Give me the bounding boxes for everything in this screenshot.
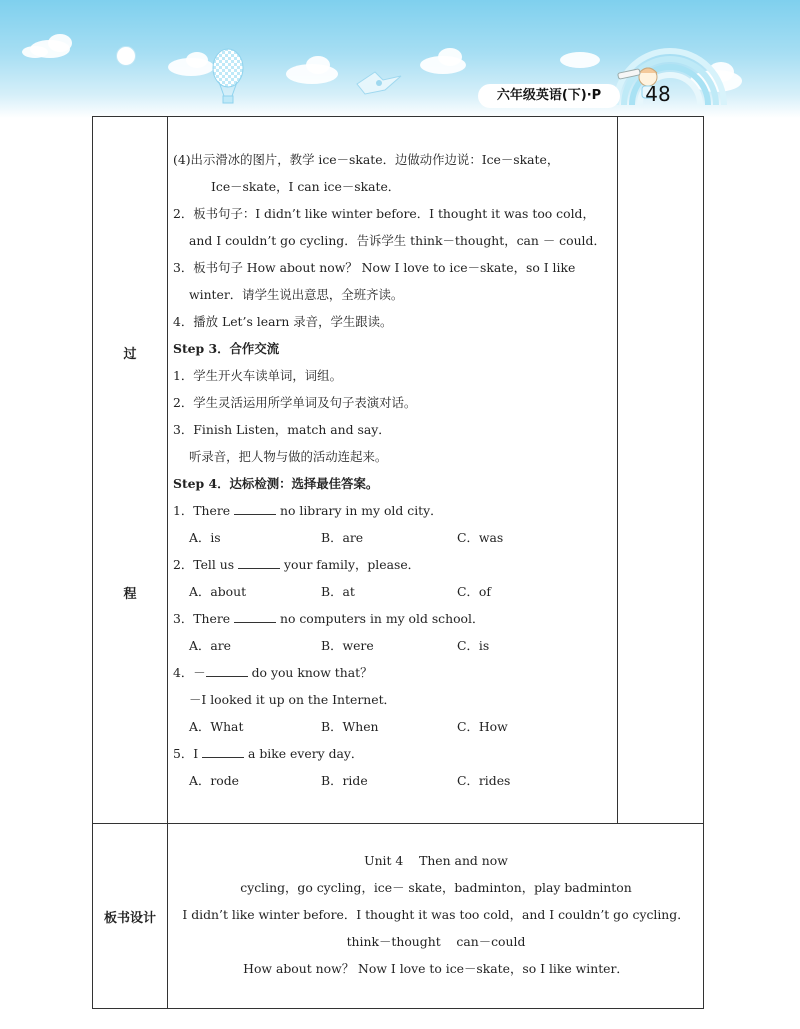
question-text: no library in my old city． [276,503,443,518]
board-line: Unit 4 Then and now [364,853,508,868]
text-line: 1．学生开火车读单词，词组。 [173,368,342,383]
cloud-decoration [438,48,462,66]
option-b: B．ride [321,773,368,788]
lesson-plan-table [92,116,704,1009]
answer-blank [206,664,248,677]
text-line: 2．板书句子：I didn’t like winter before．I thought it was too cold， [173,206,595,221]
text-line: Ice－skate，I can ice－skate． [211,179,401,194]
cloud-decoration [186,52,208,68]
book-title-tag: 六年级英语(下)·P [478,84,620,108]
text-line: winter．请学生说出意思，全班齐读。 [189,287,404,302]
answer-blank [234,610,276,623]
option-a: A．What [189,719,244,734]
option-a: A．is [189,530,221,545]
question-text: 1．There [173,503,235,518]
cloud-decoration [48,34,72,52]
step-heading: Step 3．合作交流 [173,341,280,356]
option-c: C．How [457,719,508,734]
option-b: B．When [321,719,379,734]
question-text: your family，please． [280,557,421,572]
board-line: I didn’t like winter before．I thought it was too cold，and I couldn’t go cycling． [182,907,690,922]
board-design-content [167,823,705,1008]
board-line: How about now？ Now I love to ice－skate，so I like winter． [243,961,629,976]
text-line: 4．播放 Let’s learn 录音，学生跟读。 [173,314,393,329]
column-divider-right [617,117,618,823]
answer-blank [238,556,280,569]
text-line: 2．学生灵活运用所学单词及句子表演对话。 [173,395,417,410]
cloud-decoration [22,46,48,58]
question-text: 2．Tell us [173,557,239,572]
answer-blank [202,745,244,758]
option-c: C．of [457,584,491,599]
exercise-question [173,502,443,520]
step-heading: Step 4．达标检测：选择最佳答案。 [173,476,379,491]
board-line: cycling，go cycling，ice－ skate，badminton，play badminton [240,880,632,895]
exercise-question [173,664,373,682]
answer-blank [234,502,276,515]
option-b: B．are [321,530,364,545]
exercise-question [173,556,420,574]
question-text: no computers in my old school． [276,611,485,626]
option-b: B．at [321,584,355,599]
process-label-top: 过 [123,347,137,362]
board-line: think－thought can－could [346,934,526,949]
exercise-question [173,745,363,763]
board-design-label: 板书设计 [103,911,156,926]
option-b: B．were [321,638,374,653]
question-answer-line: －I looked it up on the Internet． [189,692,396,707]
question-text: 5．I [173,746,203,761]
question-text: 3．There [173,611,235,626]
text-line: (4)出示滑冰的图片，教学 ice－skate．边做动作边说：Ice－skate， [173,152,560,167]
question-text: do you know that？ [247,665,373,680]
question-text: 4．－ [173,665,206,680]
sun-icon [116,46,136,66]
option-c: C．was [457,530,504,545]
option-c: C．rides [457,773,511,788]
hot-air-balloon-icon [210,48,246,108]
option-c: C．is [457,638,490,653]
text-line: 3．Finish Listen，match and say． [173,422,391,437]
option-a: A．about [189,584,247,599]
text-line: 3．板书句子 How about now？ Now I love to ice－skate，so I like [173,260,576,275]
page-header [0,0,800,118]
option-a: A．are [189,638,231,653]
text-line: 听录音，把人物与做的活动连起来。 [189,449,388,464]
exercise-question [173,610,484,628]
text-line: and I couldn’t go cycling．告诉学生 think－thought，can － could． [189,233,606,248]
cloud-decoration [306,56,330,74]
cloud-decoration [560,52,600,68]
page-number: 48 [645,82,671,106]
process-label-bottom: 程 [123,587,137,602]
question-text: a bike every day． [244,746,364,761]
option-a: A．rode [189,773,239,788]
kite-icon [355,66,403,102]
